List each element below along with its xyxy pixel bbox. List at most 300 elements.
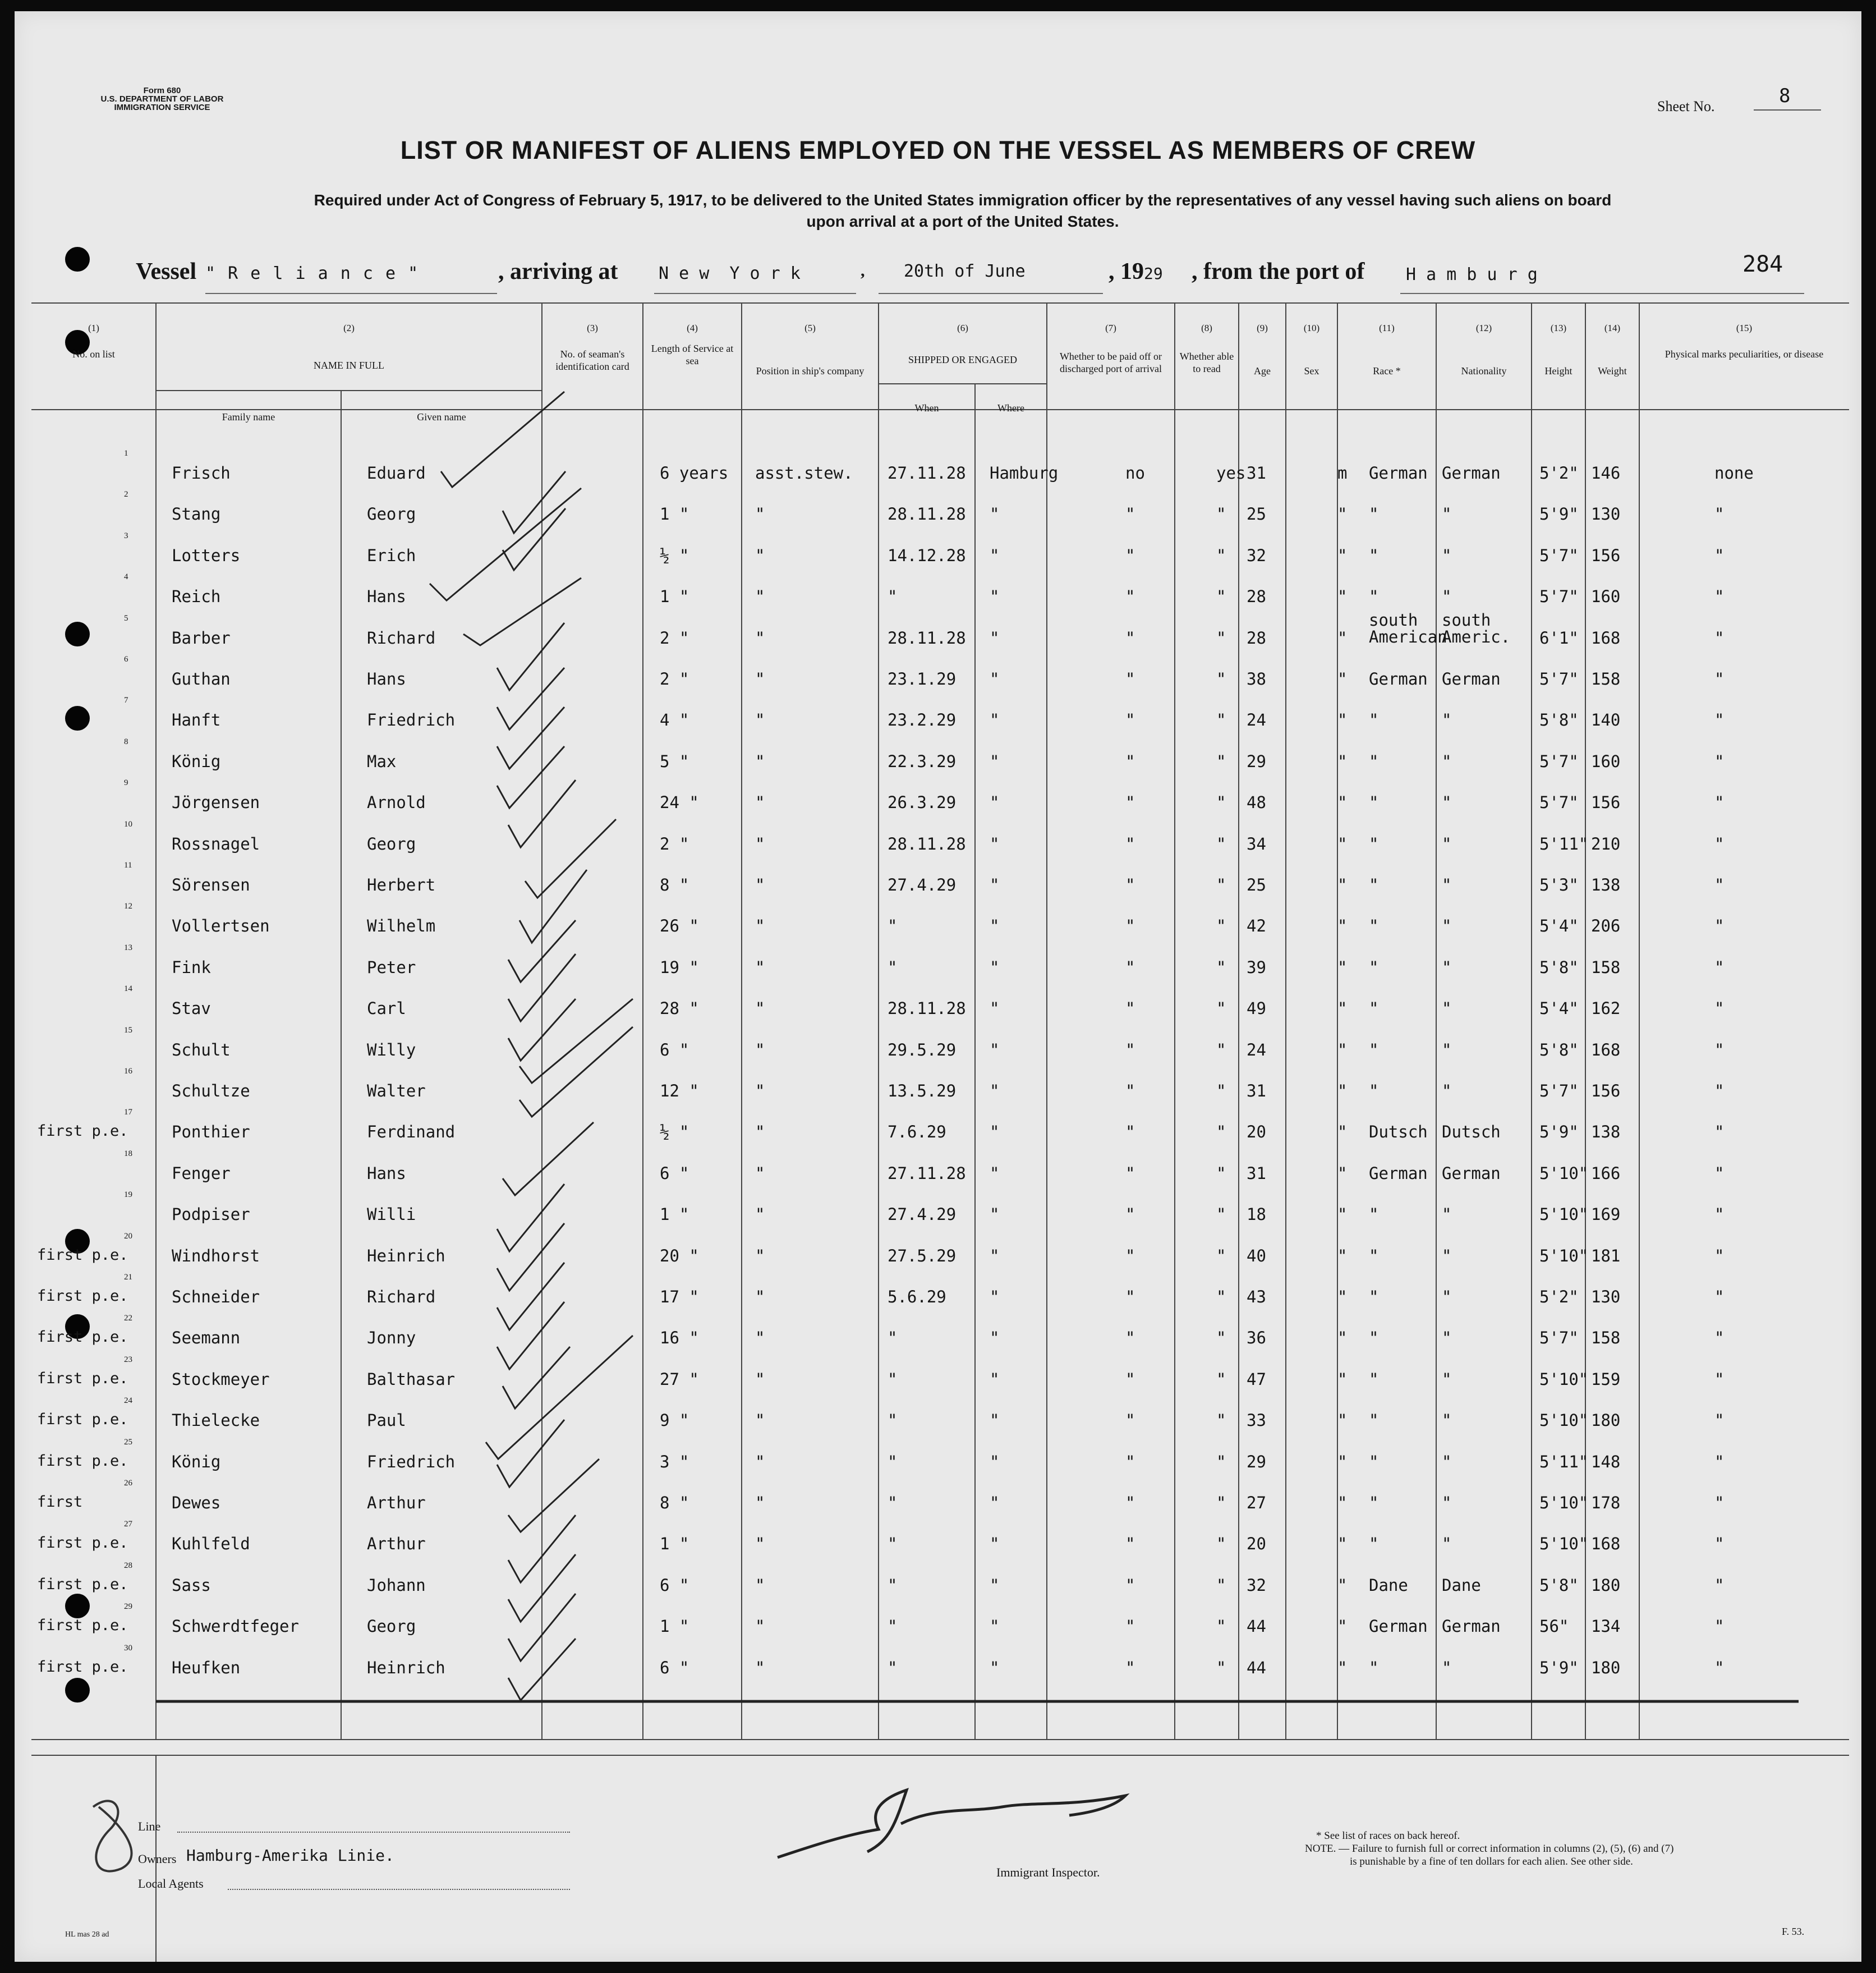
column-header: Length of Service at sea [651, 343, 734, 366]
cell-height: 56" [1539, 1617, 1569, 1636]
cell-race: Dutsch [1369, 1122, 1428, 1142]
column-subheader: Family name [222, 411, 275, 423]
cell-given: Balthasar [367, 1369, 456, 1389]
cell-weight: 156 [1591, 1081, 1621, 1100]
cell-height: 5'11" [1539, 834, 1589, 854]
cell-nationality: " [1442, 957, 1452, 977]
departure-port: H a m b u r g [1406, 265, 1538, 285]
cell-race: " [1369, 1040, 1379, 1059]
cell-service: 2 " [660, 834, 689, 854]
cell-where: " [990, 751, 1000, 771]
cell-marks: " [1714, 710, 1725, 730]
cell-family: Schult [172, 1040, 231, 1059]
row-number: 22 [124, 1314, 132, 1323]
cell-race: German [1369, 464, 1428, 483]
cell-when: 28.11.28 [888, 628, 966, 648]
manifest-sheet [15, 11, 1861, 1962]
cell-where: " [990, 1493, 1000, 1512]
cell-given: Paul [367, 1411, 406, 1430]
cell-paid: " [1125, 1246, 1135, 1265]
row-number: 27 [124, 1520, 132, 1529]
cell-position: " [755, 1287, 765, 1306]
cell-service: 20 " [660, 1246, 699, 1265]
cell-service: 16 " [660, 1328, 699, 1348]
cell-position: " [755, 999, 765, 1018]
cell-nationality: " [1442, 1205, 1452, 1224]
cell-when: " [888, 1411, 898, 1430]
cell-family: Kuhlfeld [172, 1534, 250, 1554]
cell-height: 5'8" [1539, 957, 1579, 977]
cell-nationality: " [1442, 1411, 1452, 1430]
cell-note: first p.e. [37, 1328, 128, 1346]
column-header: NAME IN FULL [314, 360, 384, 371]
cell-age: 20 [1247, 1534, 1266, 1554]
cell-weight: 210 [1591, 834, 1621, 854]
cell-note: first p.e. [37, 1369, 128, 1387]
cell-race: German [1369, 1617, 1428, 1636]
column-header: Physical marks peculiarities, or disease [1665, 348, 1824, 360]
cell-given: Arnold [367, 793, 426, 813]
row-number: 3 [124, 531, 128, 540]
cell-family: Fink [172, 957, 211, 977]
cell-when: " [888, 587, 898, 607]
cell-where: " [990, 1287, 1000, 1306]
cell-given: Friedrich [367, 710, 456, 730]
column-header: Height [1544, 365, 1572, 377]
cell-sex: " [1337, 1369, 1348, 1389]
cell-race: " [1369, 957, 1379, 977]
cell-read: " [1216, 1369, 1226, 1389]
local-agents-label: Local Agents [138, 1876, 204, 1891]
cell-marks: " [1714, 1122, 1725, 1142]
cell-when: " [888, 1575, 898, 1595]
cell-age: 28 [1247, 628, 1266, 648]
cell-weight: 178 [1591, 1493, 1621, 1512]
cell-where: " [990, 1534, 1000, 1554]
cell-height: 5'9" [1539, 1658, 1579, 1677]
inspector-label: Immigrant Inspector. [996, 1865, 1100, 1879]
cell-family: Ponthier [172, 1122, 250, 1142]
cell-service: 24 " [660, 793, 699, 813]
column-header: Nationality [1461, 365, 1507, 377]
cell-height: 5'8" [1539, 1575, 1579, 1595]
cell-family: Schneider [172, 1287, 260, 1306]
cell-marks: none [1714, 464, 1754, 483]
cell-when: " [888, 1328, 898, 1348]
cell-paid: " [1125, 1493, 1135, 1512]
cell-age: 31 [1247, 1081, 1266, 1100]
cell-family: Jörgensen [172, 793, 260, 813]
cell-weight: 206 [1591, 916, 1621, 936]
line-label: Line [138, 1819, 161, 1833]
cell-nationality: " [1442, 1040, 1452, 1059]
cell-given: Hans [367, 1163, 406, 1183]
cell-family: Stang [172, 504, 221, 524]
cell-race: " [1369, 1287, 1379, 1306]
table-grid [15, 11, 1861, 1962]
cell-paid: " [1125, 710, 1135, 730]
cell-when: 14.12.28 [888, 545, 966, 565]
column-header: No. on list [72, 348, 115, 360]
cell-service: 6 " [660, 1040, 689, 1059]
cell-marks: " [1714, 669, 1725, 689]
cell-nationality: " [1442, 916, 1452, 936]
cell-weight: 130 [1591, 504, 1621, 524]
cell-height: 5'10" [1539, 1205, 1589, 1224]
cell-service: 3 " [660, 1452, 689, 1471]
cell-race: " [1369, 587, 1379, 607]
cell-given: Peter [367, 957, 416, 977]
cell-given: Johann [367, 1575, 426, 1595]
cell-age: 18 [1247, 1205, 1266, 1224]
cell-marks: " [1714, 793, 1725, 813]
column-number: (7) [1105, 323, 1116, 333]
cell-race: " [1369, 1246, 1379, 1265]
cell-given: Eduard [367, 464, 426, 483]
cell-race: " [1369, 545, 1379, 565]
column-number: (13) [1550, 323, 1567, 333]
cell-given: Richard [367, 628, 436, 648]
cell-nationality: Dane [1442, 1575, 1481, 1595]
cell-given: Richard [367, 1287, 436, 1306]
cell-family: Sörensen [172, 875, 250, 894]
cell-service: 6 " [660, 1163, 689, 1183]
cell-where: " [990, 1040, 1000, 1059]
cell-paid: " [1125, 957, 1135, 977]
column-number: (11) [1379, 323, 1395, 333]
cell-race: " [1369, 710, 1379, 730]
cell-sex: " [1337, 751, 1348, 771]
form-number: Form 680 [143, 86, 181, 95]
cell-nationality: German [1442, 669, 1501, 689]
cell-sex: " [1337, 957, 1348, 977]
cell-read: " [1216, 1163, 1226, 1183]
cell-weight: 156 [1591, 545, 1621, 565]
cell-marks: " [1714, 587, 1725, 607]
cell-service: 28 " [660, 999, 699, 1018]
cell-nationality: " [1442, 793, 1452, 813]
cell-nationality: German [1442, 1163, 1501, 1183]
cell-height: 5'7" [1539, 1081, 1579, 1100]
cell-marks: " [1714, 999, 1725, 1018]
check-marks [430, 392, 633, 1700]
cell-marks: " [1714, 1617, 1725, 1636]
cell-position: " [755, 1246, 765, 1265]
column-number: (1) [88, 323, 99, 333]
cell-nationality: " [1442, 1081, 1452, 1100]
cell-read: " [1216, 710, 1226, 730]
row-number: 26 [124, 1479, 132, 1488]
cell-marks: " [1714, 834, 1725, 854]
cell-when: 13.5.29 [888, 1081, 957, 1100]
cell-position: " [755, 1534, 765, 1554]
row-number: 23 [124, 1355, 132, 1364]
column-header: Race * [1373, 365, 1401, 377]
cell-when: 27.4.29 [888, 1205, 957, 1224]
cell-marks: " [1714, 628, 1725, 648]
cell-height: 5'10" [1539, 1411, 1589, 1430]
cell-service: 1 " [660, 1534, 689, 1554]
cell-read: " [1216, 1246, 1226, 1265]
cell-note: first p.e. [37, 1534, 128, 1552]
column-number: (14) [1604, 323, 1621, 333]
cell-note: first [37, 1493, 83, 1511]
cell-height: 5'9" [1539, 1122, 1579, 1142]
cell-position: " [755, 1328, 765, 1348]
cell-age: 48 [1247, 793, 1266, 813]
cell-note: first p.e. [37, 1617, 128, 1635]
cell-given: Georg [367, 834, 416, 854]
cell-note: first p.e. [37, 1452, 128, 1470]
fine-note-2: is punishable by a fine of ten dollars for each alien. See other side. [1350, 1856, 1633, 1868]
cell-height: 5'9" [1539, 504, 1579, 524]
cell-weight: 160 [1591, 587, 1621, 607]
cell-paid: " [1125, 875, 1135, 894]
cell-family: Frisch [172, 464, 231, 483]
cell-read: " [1216, 1205, 1226, 1224]
cell-where: " [990, 793, 1000, 813]
cell-when: 22.3.29 [888, 751, 957, 771]
cell-paid: " [1125, 628, 1135, 648]
cell-read: " [1216, 793, 1226, 813]
cell-position: " [755, 1163, 765, 1183]
cell-read: " [1216, 1493, 1226, 1512]
cell-marks: " [1714, 1328, 1725, 1348]
cell-read: " [1216, 999, 1226, 1018]
cell-given: Walter [367, 1081, 426, 1100]
cell-where: " [990, 834, 1000, 854]
cell-paid: " [1125, 834, 1135, 854]
cell-age: 24 [1247, 710, 1266, 730]
cell-where: " [990, 628, 1000, 648]
row-number: 10 [124, 819, 132, 829]
cell-age: 32 [1247, 1575, 1266, 1595]
cell-service: 6 years [660, 464, 729, 483]
cell-when: 26.3.29 [888, 793, 957, 813]
cell-service: 4 " [660, 710, 689, 730]
subtitle-line-1: Required under Act of Congress of February 5, 1917, to be delivered to the United States immigration officer by the representatives of any vessel having such aliens on board [314, 191, 1612, 209]
cell-height: 5'10" [1539, 1246, 1589, 1265]
cell-weight: 148 [1591, 1452, 1621, 1471]
cell-nationality: " [1442, 1246, 1452, 1265]
cell-nationality: Dutsch [1442, 1122, 1501, 1142]
cell-service: 1 " [660, 587, 689, 607]
cell-sex: " [1337, 1493, 1348, 1512]
cell-family: Barber [172, 628, 231, 648]
cell-height: 5'4" [1539, 916, 1579, 936]
cell-race: " [1369, 916, 1379, 936]
cell-paid: " [1125, 1658, 1135, 1677]
cell-sex: " [1337, 628, 1348, 648]
year-prefix: , 19 [1109, 259, 1144, 285]
cell-given: Willi [367, 1205, 416, 1224]
cell-position: " [755, 628, 765, 648]
row-number: 15 [124, 1025, 132, 1035]
cell-paid: " [1125, 1122, 1135, 1142]
cell-sex: " [1337, 1205, 1348, 1224]
arrival-date: 20th of June [904, 261, 1026, 281]
row-number: 2 [124, 490, 128, 499]
cell-position: " [755, 710, 765, 730]
form-service: IMMIGRATION SERVICE [114, 103, 210, 112]
cell-race: " [1369, 1328, 1379, 1348]
cell-when: 27.11.28 [888, 1163, 966, 1183]
cell-paid: " [1125, 1575, 1135, 1595]
cell-family: Reich [172, 587, 221, 607]
cell-sex: " [1337, 1040, 1348, 1059]
cell-given: Willy [367, 1040, 416, 1059]
cell-read: " [1216, 1411, 1226, 1430]
cell-when: 23.2.29 [888, 710, 957, 730]
cell-read: " [1216, 1122, 1226, 1142]
row-number: 8 [124, 737, 128, 746]
row-number: 4 [124, 572, 128, 582]
cell-where: " [990, 1246, 1000, 1265]
cell-read: " [1216, 1287, 1226, 1306]
cell-position: " [755, 793, 765, 813]
cell-age: 29 [1247, 1452, 1266, 1471]
cell-age: 43 [1247, 1287, 1266, 1306]
column-header: Age [1254, 365, 1271, 377]
cell-service: 1 " [660, 1205, 689, 1224]
cell-position: " [755, 1575, 765, 1595]
cell-service: 8 " [660, 1493, 689, 1512]
row-number: 29 [124, 1602, 132, 1612]
handwritten-mark [93, 1801, 132, 1871]
cell-read: " [1216, 751, 1226, 771]
cell-paid: " [1125, 793, 1135, 813]
cell-given: Hans [367, 587, 406, 607]
cell-position: " [755, 1122, 765, 1142]
column-header: Sex [1304, 365, 1319, 377]
cell-family: Rossnagel [172, 834, 260, 854]
cell-sex: " [1337, 545, 1348, 565]
cell-given: Heinrich [367, 1658, 445, 1677]
cell-marks: " [1714, 916, 1725, 936]
cell-height: 5'7" [1539, 793, 1579, 813]
cell-position: " [755, 587, 765, 607]
cell-sex: " [1337, 1246, 1348, 1265]
cell-race: south [1369, 610, 1418, 630]
cell-race: " [1369, 1205, 1379, 1224]
cell-where: " [990, 1411, 1000, 1430]
cell-nationality: " [1442, 710, 1452, 730]
row-number: 9 [124, 778, 128, 788]
sheet-number-label: Sheet No. [1657, 98, 1715, 114]
cell-sex: " [1337, 1575, 1348, 1595]
column-subheader: Given name [417, 411, 466, 423]
cell-weight: 146 [1591, 464, 1621, 483]
cell-service: 6 " [660, 1575, 689, 1595]
cell-read: " [1216, 875, 1226, 894]
cell-read: " [1216, 1328, 1226, 1348]
cell-position: " [755, 669, 765, 689]
row-number: 20 [124, 1231, 132, 1241]
cell-position: " [755, 545, 765, 565]
cell-when: 27.5.29 [888, 1246, 957, 1265]
cell-service: 19 " [660, 957, 699, 977]
cell-read: " [1216, 545, 1226, 565]
column-number: (9) [1257, 323, 1268, 333]
cell-marks: " [1714, 1081, 1725, 1100]
cell-race: German [1369, 1163, 1428, 1183]
cell-nationality: " [1442, 545, 1452, 565]
cell-paid: " [1125, 751, 1135, 771]
cell-service: 5 " [660, 751, 689, 771]
cell-height: 5'7" [1539, 545, 1579, 565]
cell-nationality: " [1442, 1493, 1452, 1512]
cell-where: " [990, 1122, 1000, 1142]
cell-age: 42 [1247, 916, 1266, 936]
cell-race: Dane [1369, 1575, 1408, 1595]
cell-given: Heinrich [367, 1246, 445, 1265]
column-number: (3) [587, 323, 598, 333]
year-suffix: 29 [1144, 264, 1163, 283]
cell-nationality: German [1442, 1617, 1501, 1636]
cell-family: Sass [172, 1575, 211, 1595]
cell-service: 26 " [660, 916, 699, 936]
cell-position: " [755, 504, 765, 524]
cell-note: first p.e. [37, 1287, 128, 1305]
cell-note: first p.e. [37, 1575, 128, 1593]
cell-race: " [1369, 793, 1379, 813]
cell-given: Georg [367, 1617, 416, 1636]
cell-marks: " [1714, 1575, 1725, 1595]
cell-family: Stockmeyer [172, 1369, 270, 1389]
row-number: 1 [124, 449, 128, 458]
cell-nationality: " [1442, 1328, 1452, 1348]
column-header: Weight [1598, 365, 1627, 377]
column-number: (8) [1201, 323, 1212, 333]
cell-height: 5'2" [1539, 1287, 1579, 1306]
cell-family: Guthan [172, 669, 231, 689]
row-number: 21 [124, 1273, 132, 1282]
cell-paid: " [1125, 545, 1135, 565]
cell-service: ½ " [660, 545, 689, 565]
cell-weight: 138 [1591, 1122, 1621, 1142]
cell-given: Jonny [367, 1328, 416, 1348]
cell-age: 31 [1247, 464, 1266, 483]
cell-paid: " [1125, 999, 1135, 1018]
cell-weight: 166 [1591, 1163, 1621, 1183]
column-number: (15) [1736, 323, 1753, 333]
cell-given: Erich [367, 545, 416, 565]
cell-paid: " [1125, 1452, 1135, 1471]
cell-race: German [1369, 669, 1428, 689]
cell-where: " [990, 999, 1000, 1018]
cell-read: " [1216, 1534, 1226, 1554]
column-subheader: When [914, 402, 939, 414]
cell-sex: " [1337, 834, 1348, 854]
cell-paid: " [1125, 1411, 1135, 1430]
cell-sex: " [1337, 793, 1348, 813]
cell-race: " [1369, 834, 1379, 854]
cell-read: " [1216, 834, 1226, 854]
cell-paid: " [1125, 916, 1135, 936]
cell-note: first p.e. [37, 1246, 128, 1264]
cell-paid: " [1125, 669, 1135, 689]
cell-family: Windhorst [172, 1246, 260, 1265]
cell-given: Arthur [367, 1493, 426, 1512]
cell-position: " [755, 1040, 765, 1059]
page-stamp: 284 [1742, 251, 1783, 277]
row-number: 18 [124, 1149, 132, 1158]
cell-when: 5.6.29 [888, 1287, 946, 1306]
cell-position: " [755, 1452, 765, 1471]
row-number: 6 [124, 655, 128, 664]
cell-where: " [990, 1163, 1000, 1183]
cell-race: " [1369, 504, 1379, 524]
